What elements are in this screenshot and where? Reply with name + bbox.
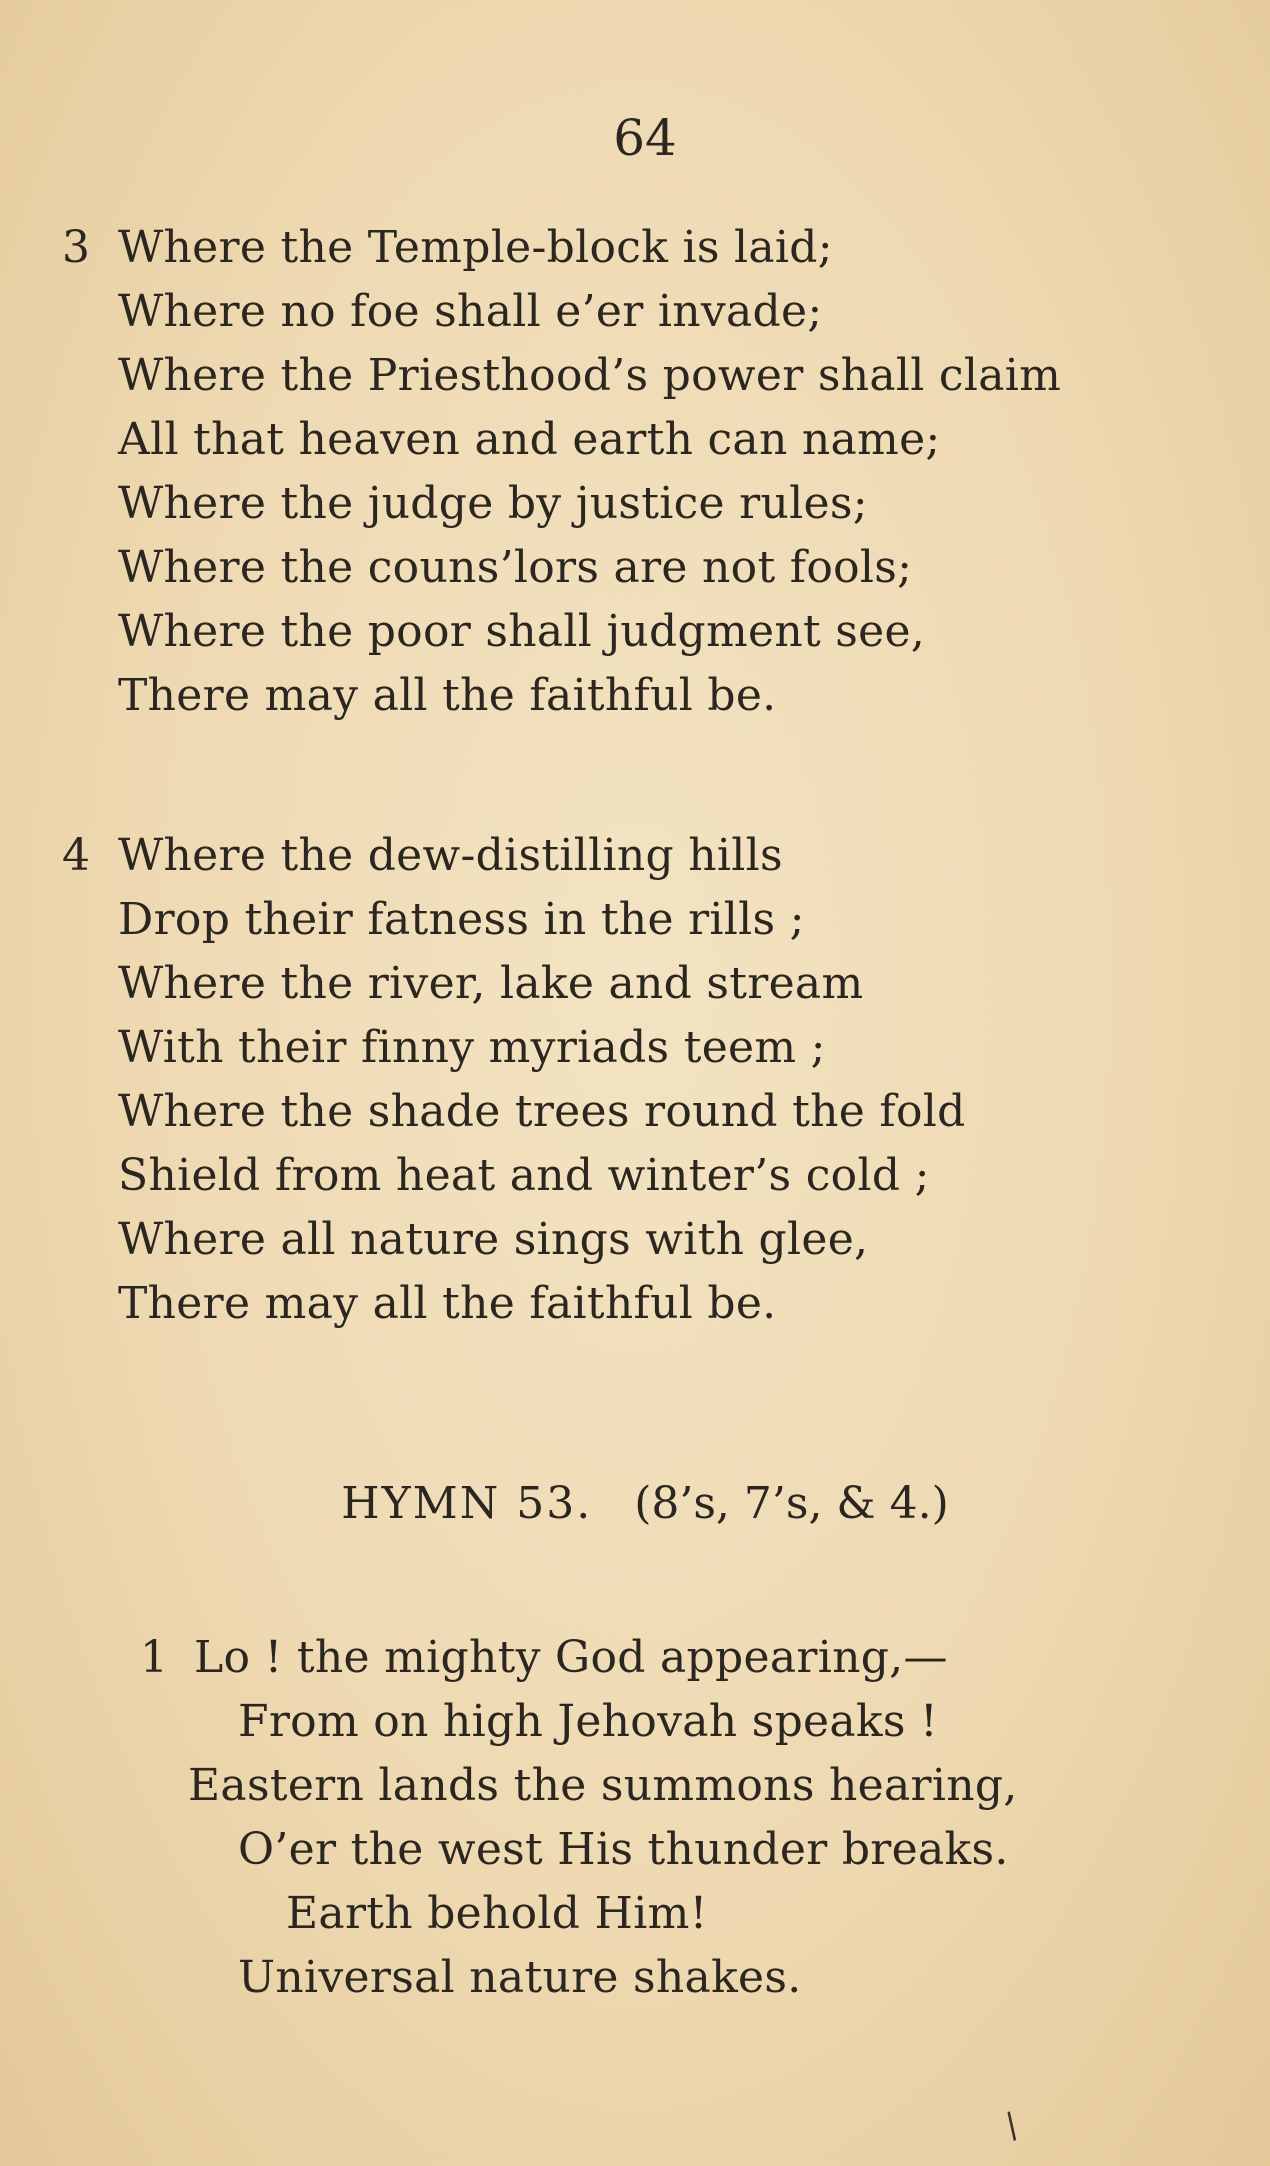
hymn-meter: (8’s, 7’s, & 4.) — [634, 1478, 949, 1529]
stray-mark: / — [996, 2105, 1027, 2147]
verse-line: Where the poor shall judgment see, — [118, 606, 926, 657]
hymn-title: HYMN 53. — [341, 1478, 593, 1529]
verse-line: Where the couns’lors are not fools; — [118, 542, 913, 593]
verse-line: Where the river, lake and stream — [118, 958, 864, 1009]
page-number: 64 — [613, 109, 677, 167]
verse-line: Where all nature sings with glee, — [118, 1214, 869, 1265]
verse-line: Lo ! the mighty God appearing,— — [194, 1632, 948, 1683]
verse-line: There may all the faithful be. — [118, 1278, 777, 1329]
verse-line: Where the dew-distilling hills — [118, 830, 783, 881]
verse-line: All that heaven and earth can name; — [118, 414, 941, 465]
verse-number: 4 — [62, 830, 90, 881]
hymn-heading — [0, 1472, 1270, 1536]
verse-line: Drop their fatness in the rills ; — [118, 894, 805, 945]
verse-line: There may all the faithful be. — [118, 670, 777, 721]
verse-number: 1 — [140, 1632, 168, 1683]
verse-line: Universal nature shakes. — [238, 1952, 802, 2003]
verse-line: Where no foe shall e’er invade; — [118, 286, 823, 337]
verse-number: 3 — [62, 222, 90, 273]
verse-line: Where the shade trees round the fold — [118, 1086, 966, 1137]
verse-line: Where the judge by justice rules; — [118, 478, 868, 529]
verse-line: From on high Jehovah speaks ! — [238, 1696, 939, 1747]
verse-line: Where the Priesthood’s power shall claim — [118, 350, 1062, 401]
verse-line: Earth behold Him! — [286, 1888, 708, 1939]
verse-line: Where the Temple-block is laid; — [118, 222, 833, 273]
verse-line: Shield from heat and winter’s cold ; — [118, 1150, 930, 1201]
verse-line: O’er the west His thunder breaks. — [238, 1824, 1009, 1875]
verse-line: With their finny myriads teem ; — [118, 1022, 826, 1073]
verse-line: Eastern lands the summons hearing, — [188, 1760, 1018, 1811]
